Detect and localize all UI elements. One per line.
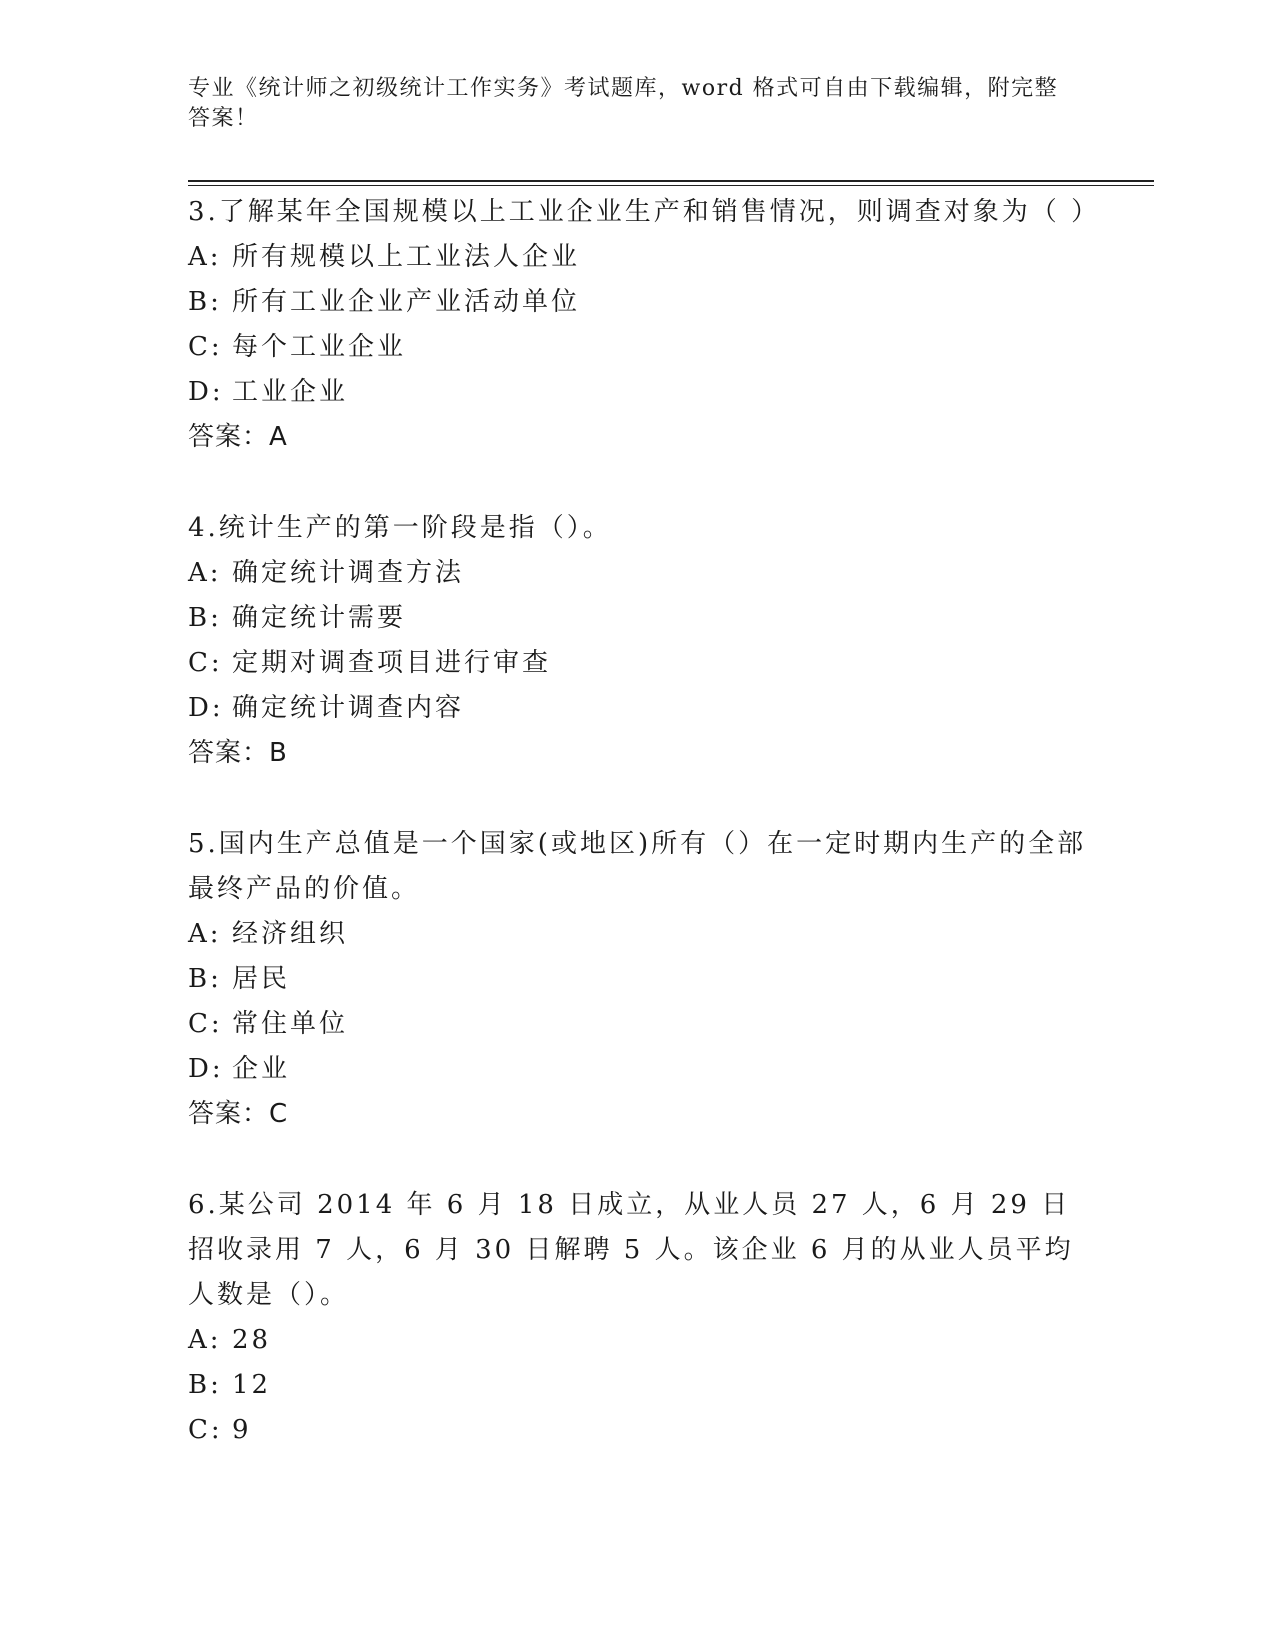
option-c [188, 1408, 1088, 1453]
option-a [188, 551, 1088, 596]
option-letter: C: [188, 648, 223, 678]
answer-line: 答案：A [188, 422, 288, 452]
option-text: 28 [232, 1325, 272, 1355]
option-letter: A: [188, 242, 222, 272]
option-letter: D: [188, 377, 224, 407]
option-text: 所有规模以上工业法人企业 [232, 242, 581, 272]
option-letter: C: [188, 332, 223, 362]
option-d [188, 686, 1088, 731]
option-a [188, 235, 1088, 280]
question-6 [188, 1183, 1088, 1453]
option-text: 经济组织 [232, 919, 349, 949]
option-b [188, 1363, 1088, 1408]
option-b [188, 596, 1088, 641]
question-3 [188, 190, 1101, 460]
question-stem: 4.统计生产的第一阶段是指（）。 [188, 513, 612, 543]
option-letter: D: [188, 1054, 224, 1084]
option-letter: B: [188, 287, 222, 317]
option-a [188, 1318, 1088, 1363]
header-divider-thick [188, 180, 1154, 182]
question-5 [188, 822, 1088, 1137]
option-text: 所有工业企业产业活动单位 [232, 287, 581, 317]
option-letter: D: [188, 693, 224, 723]
option-b [188, 957, 1088, 1002]
option-text: 12 [232, 1370, 272, 1400]
question-stem: 5.国内生产总值是一个国家(或地区)所有（）在一定时期内生产的全部最终产品的价值。 [188, 829, 1087, 904]
option-text: 确定统计需要 [232, 603, 407, 633]
question-list [188, 190, 1101, 1499]
option-d [188, 1047, 1088, 1092]
option-c [188, 325, 1088, 370]
answer-line: 答案：C [188, 1099, 289, 1129]
option-b [188, 280, 1088, 325]
option-text: 每个工业企业 [232, 332, 407, 362]
option-letter: C: [188, 1415, 223, 1445]
option-text: 定期对调查项目进行审查 [232, 648, 552, 678]
option-letter: B: [188, 964, 222, 994]
option-letter: A: [188, 1325, 222, 1355]
document-header: 专业《统计师之初级统计工作实务》考试题库，word 格式可自由下载编辑，附完整答案！ [188, 76, 1059, 131]
option-d [188, 370, 1088, 415]
option-text: 确定统计调查方法 [232, 558, 465, 588]
header-divider-thin [188, 185, 1154, 186]
option-text: 企业 [232, 1054, 291, 1084]
question-stem: 3.了解某年全国规模以上工业企业生产和销售情况，则调查对象为（ ） [188, 197, 1101, 227]
option-text: 居民 [232, 964, 291, 994]
option-text: 9 [232, 1415, 252, 1445]
option-letter: A: [188, 919, 222, 949]
option-text: 确定统计调查内容 [232, 693, 465, 723]
option-letter: A: [188, 558, 222, 588]
option-c [188, 1002, 1088, 1047]
question-stem: 6.某公司 2014 年 6 月 18 日成立，从业人员 27 人，6 月 29 日招收录用 7 人，6 月 30 日解聘 5 人。该企业 6 月的从业人员平均人数是（）。 [188, 1190, 1074, 1310]
option-c [188, 641, 1088, 686]
option-letter: B: [188, 1370, 222, 1400]
option-a [188, 912, 1088, 957]
option-letter: B: [188, 603, 222, 633]
option-text: 工业企业 [232, 377, 349, 407]
option-letter: C: [188, 1009, 223, 1039]
question-4 [188, 506, 1088, 776]
answer-line: 答案：B [188, 738, 288, 768]
option-text: 常住单位 [232, 1009, 349, 1039]
